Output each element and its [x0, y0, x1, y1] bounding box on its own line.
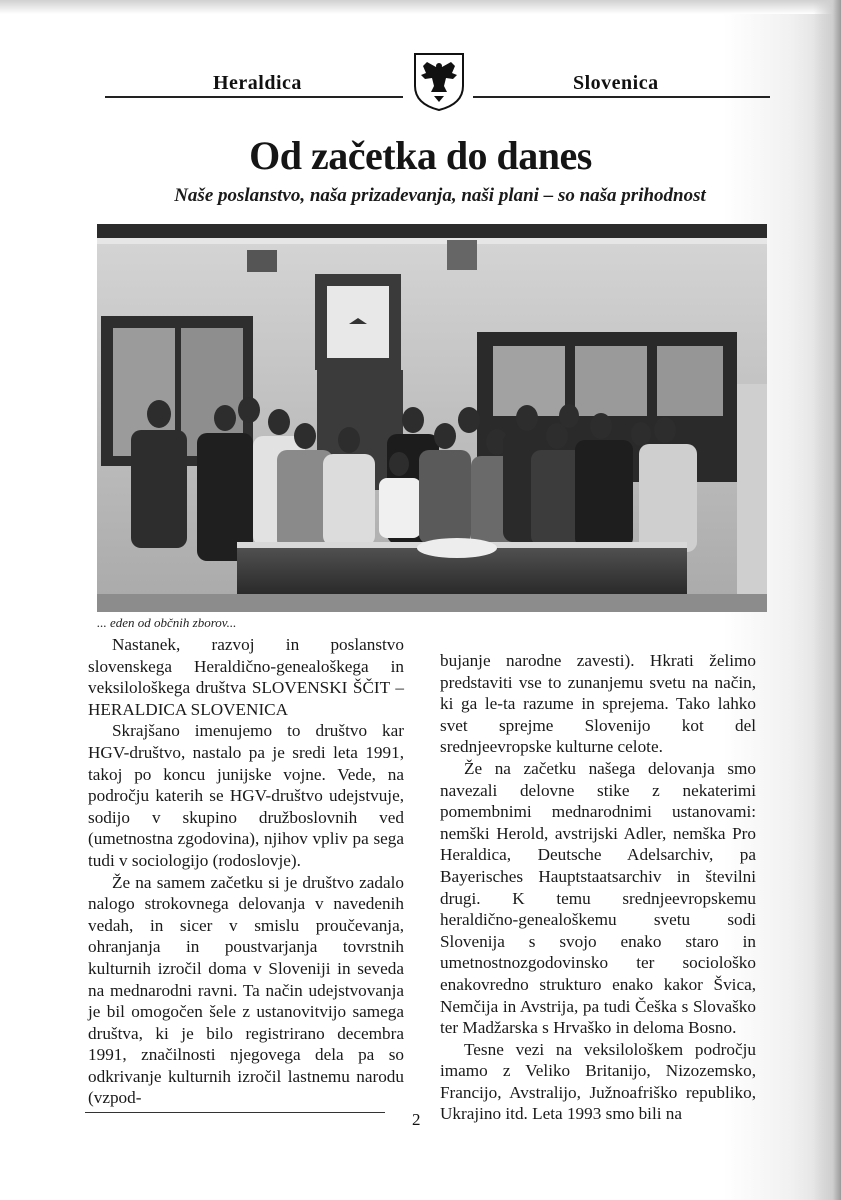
paragraph: Tesne vezi na veksilološkem področju imamo z Veliko Britanijo, Nizozemsko, Francijo, Avstralijo, Južnoafriško republiko, Ukrajino itd. Leta 1993 smo bili na	[440, 1039, 756, 1124]
paragraph: Že na samem začetku si je društvo zadalo nalogo strokovnega delovanja v navedenih vedah, in sicer v smislu proučevanja, ohranjanja in poustvarjanja tovrstnih kulturnih izročil doma v Sloveniji in seveda na mednarodni ravni. Ta način udejstvovanja je bil omogočen šele z ustanovitvijo samega društva, ki je bilo registrirano decembra 1991, značilnosti njegovega dela pa so odkrivanje kulturnih izročil lastnemu narodu (vzpod-	[88, 872, 404, 1108]
eagle-crest-icon	[412, 52, 466, 112]
text-column-right	[440, 650, 756, 1125]
page-top-edge	[0, 0, 841, 14]
footer-rule	[85, 1112, 385, 1113]
article-title: Od začetka do danes	[249, 133, 592, 178]
paragraph: Nastanek, razvoj in poslanstvo slovenskega Heraldično-genealoškega in veksilološkega društva SLOVENSKI ŠČIT – HERALDICA SLOVENICA	[88, 635, 404, 719]
text-column-left	[88, 634, 404, 1109]
page-number: 2	[412, 1110, 421, 1129]
photo-caption: ... eden od občnih zborov...	[97, 615, 237, 630]
running-header	[105, 52, 770, 112]
group-photo	[97, 224, 767, 612]
article-subtitle: Naše poslanstvo, naša prizadevanja, naši plani – so naša prihodnost	[174, 185, 706, 206]
group-photo-image	[97, 224, 767, 612]
page-right-edge-shadow	[813, 0, 841, 1200]
header-rule-right	[473, 96, 770, 98]
paragraph: Skrajšano imenujemo to društvo kar HGV-društvo, nastalo pa je sredi leta 1991, takoj po koncu junijske vojne. Vede, na področju katerih se HGV-društvo udejstvuje, sodijo v skupino družboslovnih ved (umetnostna zgodovina), njihov vpliv pa sega tudi v sociologijo (rodoslovje).	[88, 721, 404, 870]
header-right-text: Slovenica	[573, 72, 659, 94]
header-rule-left	[105, 96, 403, 98]
paragraph: bujanje narodne zavesti). Hkrati želimo predstaviti vse to zunanjemu svetu na način, ki ga le-ta razume in sprejema. Tako lahko svet sprejme Slovenijo kot del srednjeevropske kulturne celote.	[440, 651, 756, 757]
paragraph: Že na začetku našega delovanja smo navezali delovne stike z nekaterimi pomembnimi mednarodnimi ustanovami: nemški Herold, avstrijski Adler, nemška Pro Heraldica, Deutsche Adelsarchiv, pa Bayerisches Hauptstaatsarchiv in številni drugi. K temu srednjeevropskemu heraldično-genealoškemu svetu sodi Slovenija s svojo enako staro in umetnostnozgodovinsko ter sociološko enakovredno strukturo enako kakor Švica, Nemčija in Avstrija, pa tudi Češka s Slovaško ter Madžarska s Hrvaško in deloma Bosno.	[440, 758, 756, 1038]
header-left-text: Heraldica	[213, 72, 302, 94]
